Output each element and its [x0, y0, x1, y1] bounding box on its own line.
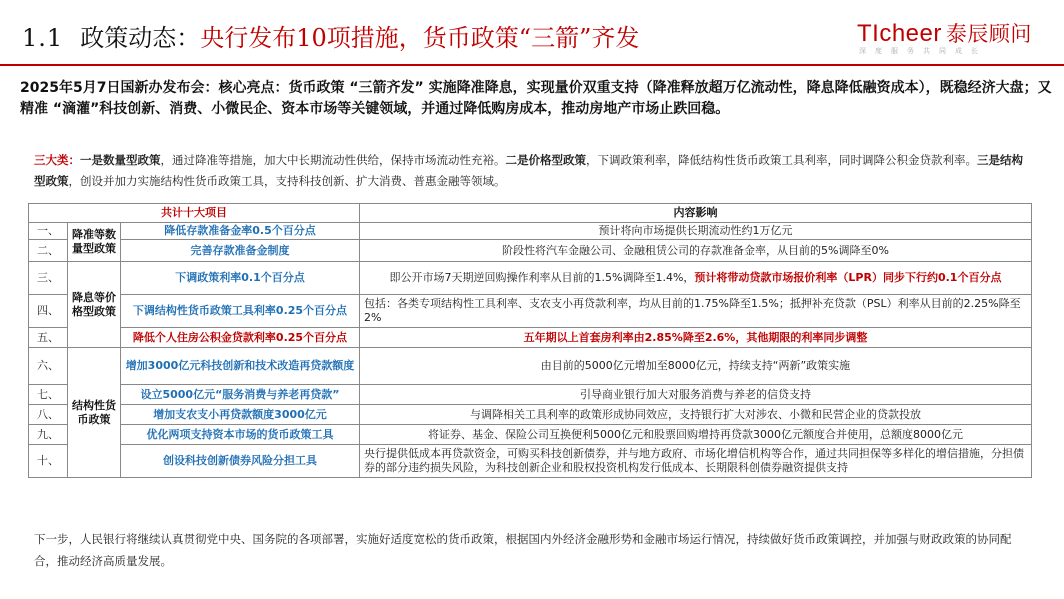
impact-cell: 由目前的5000亿元增加至8000亿元，持续支持“两新”政策实施: [360, 348, 1032, 385]
intro-paragraph: [34, 150, 1034, 192]
impact-cell: 包括：各类专项结构性工具利率、支农支小再贷款利率，均从目前的1.75%降至1.5%；抵押补充贷款（PSL）利率从目前的2.25%降至2%: [360, 295, 1032, 328]
item-cell: 完善存款准备金制度: [121, 240, 360, 262]
row-number: 一、: [29, 223, 68, 240]
row-number: 五、: [29, 328, 68, 348]
table-row: [29, 385, 1032, 405]
item-cell: 下调政策利率0.1个百分点: [121, 262, 360, 295]
logo-brand: TIcheer: [857, 20, 942, 47]
item-cell: 创设科技创新债券风险分担工具: [121, 445, 360, 478]
row-number: 十、: [29, 445, 68, 478]
impact-cell: 预计将向市场提供长期流动性约1万亿元: [360, 223, 1032, 240]
item-cell: 下调结构性货币政策工具利率0.25个百分点: [121, 295, 360, 328]
page-title: [22, 18, 762, 60]
impact-cell: 与调降相关工具利率的政策形成协同效应，支持银行扩大对涉农、小微和民营企业的贷款投放: [360, 405, 1032, 425]
table-row: [29, 240, 1032, 262]
row-number: 八、: [29, 405, 68, 425]
intro-p1-text: ，通过降准等措施，加大中长期流动性供给，保持市场流动性充裕。: [160, 153, 506, 167]
table-row: [29, 405, 1032, 425]
summary-paragraph: 2025年5月7日国新办发布会：核心亮点：货币政策 “三箭齐发” 实施降准降息，实现量价双重支持（降准释放超万亿流动性，降息降低融资成本），既稳经济大盘；又精准 “滴灌”科技创新、消费、小微民企、资本市场等关键领域，并通过降低购房成本，推动房地产市场止跌回稳。: [20, 80, 1052, 117]
section-number: 1.1: [22, 24, 64, 52]
intro-label: 三大类：: [34, 153, 80, 167]
row-number: 六、: [29, 348, 68, 385]
logo-tagline: 深度服务共同成长: [859, 47, 987, 55]
table-row: [29, 445, 1032, 478]
intro-p2-bold: 二是价格型政策: [505, 153, 586, 167]
impact-cell: [360, 262, 1032, 295]
table-row: [29, 262, 1032, 295]
header-items: 共计十大项目: [29, 204, 360, 223]
footer-paragraph: 下一步，人民银行将继续认真贯彻党中央、国务院的各项部署，实施好适度宽松的货币政策，根据国内外经济金融形势和金融市场运行情况，持续做好货币政策调控，并加强与财政政策的协同配合，推动经济高质量发展。: [34, 532, 1012, 568]
table-row: [29, 328, 1032, 348]
item-cell: 优化两项支持资本市场的货币政策工具: [121, 425, 360, 445]
title-highlight: 央行发布10项措施，货币政策“三箭”齐发: [200, 24, 640, 52]
title-lead: 政策动态：: [80, 24, 201, 52]
row-number: 九、: [29, 425, 68, 445]
impact-cell: 五年期以上首套房利率由2.85%降至2.6%，其他期限的利率同步调整: [360, 328, 1032, 348]
impact-cell: 将证券、基金、保险公司互换便利5000亿元和股票回购增持再贷款3000亿元额度合并使用，总额度8000亿元: [360, 425, 1032, 445]
item-cell: 增加支农支小再贷款额度3000亿元: [121, 405, 360, 425]
table-header-row: [29, 204, 1032, 223]
table-row: [29, 425, 1032, 445]
table-row: [29, 223, 1032, 240]
category-cell: 结构性货币政策: [68, 348, 121, 478]
category-cell: 降息等价格型政策: [68, 262, 121, 348]
table-row: [29, 295, 1032, 328]
impact-cell: 引导商业银行加大对服务消费与养老的信贷支持: [360, 385, 1032, 405]
item-cell: 增加3000亿元科技创新和技术改造再贷款额度: [121, 348, 360, 385]
impact-cell: 央行提供低成本再贷款资金，可购买科技创新债券，并与地方政府、市场化增信机构等合作，通过共同担保等多样化的增信措施，分担债券的部分违约损失风险，为科技创新企业和股权投资机构发行低成本、长期限科创债券融资提供支持: [360, 445, 1032, 478]
impact-highlight: 预计将带动贷款市场报价利率（LPR）同步下行约0.1个百分点: [694, 271, 1002, 284]
intro-p3-bold: 三是结构型政策: [34, 153, 1023, 188]
intro-p3-text: ，创设并加力实施结构性货币政策工具，支持科技创新、扩大消费、普惠金融等领域。: [68, 174, 506, 188]
item-cell: 降低存款准备金率0.5个百分点: [121, 223, 360, 240]
item-cell: 设立5000亿元“服务消费与养老再贷款”: [121, 385, 360, 405]
row-number: 四、: [29, 295, 68, 328]
intro-p1-bold: 一是数量型政策: [80, 153, 161, 167]
category-cell: 降准等数量型政策: [68, 223, 121, 262]
intro-p2-text: ，下调政策利率，降低结构性货币政策工具利率，同时调降公积金贷款利率。: [586, 153, 977, 167]
row-number: 二、: [29, 240, 68, 262]
row-number: 三、: [29, 262, 68, 295]
row-number: 七、: [29, 385, 68, 405]
header-impact: 内容影响: [360, 204, 1032, 223]
brand-logo: [857, 18, 1053, 58]
logo-brand-cn: 泰辰顾问: [945, 22, 1032, 46]
impact-text: 即公开市场7天期逆回购操作利率从目前的1.5%调降至1.4%，: [389, 271, 695, 284]
title-divider: [0, 64, 1064, 66]
policy-table: [28, 203, 1032, 478]
impact-cell: 阶段性将汽车金融公司、金融租赁公司的存款准备金率，从目前的5%调降至0%: [360, 240, 1032, 262]
item-cell: 降低个人住房公积金贷款利率0.25个百分点: [121, 328, 360, 348]
table-row: [29, 348, 1032, 385]
